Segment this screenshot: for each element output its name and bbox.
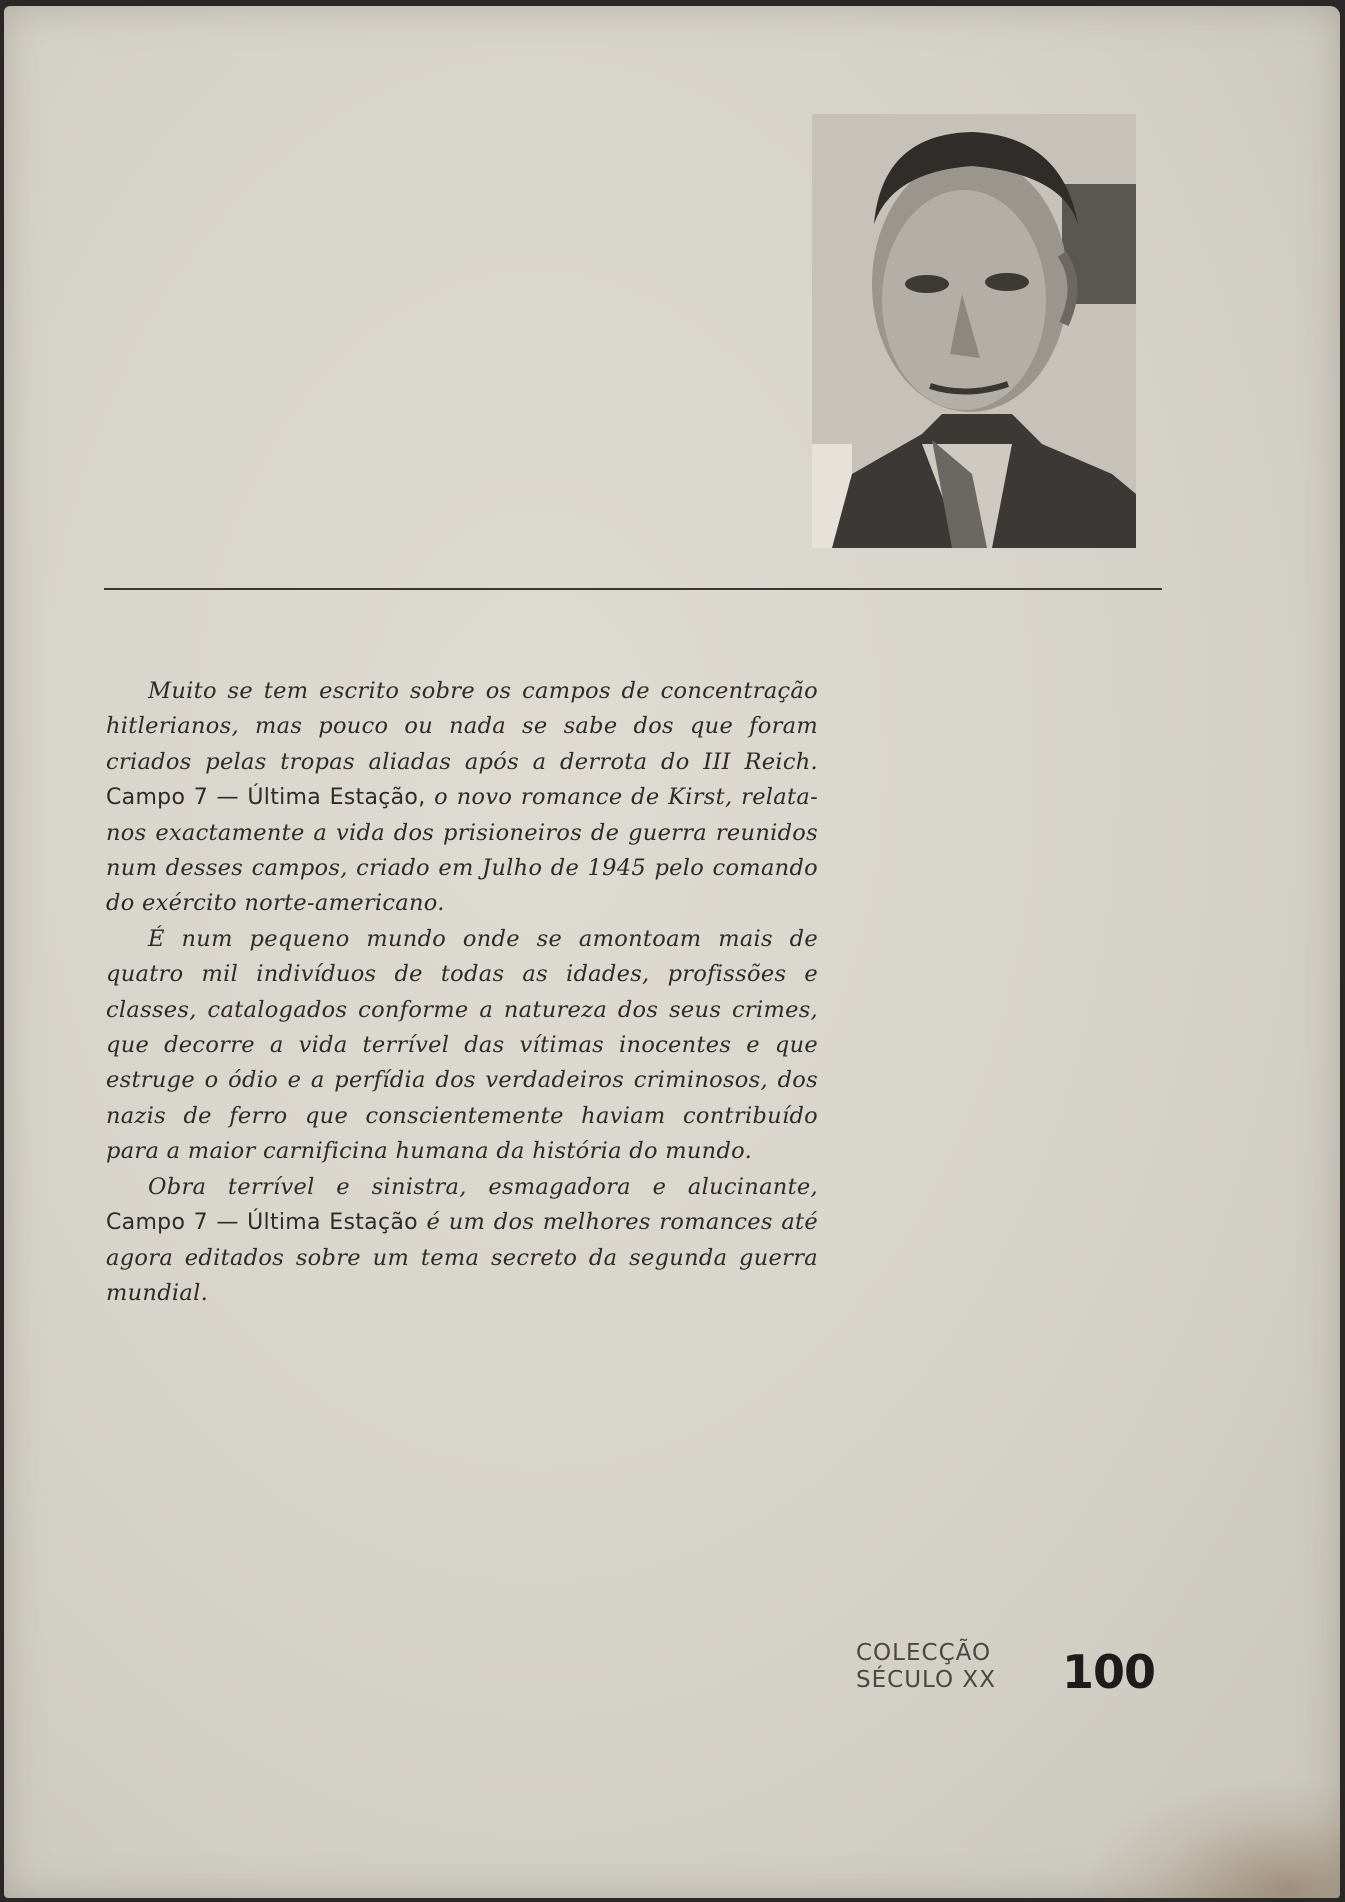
synopsis-paragraph: Muito se tem escrito sobre os campos de concentração hitlerianos, mas pouco ou nada se sabe dos que foram criados pelas tropas aliadas após a derrota do III Reich. Campo 7 — Última Estação, o novo romance de Kirst, relata-nos exactamente a vida dos prisioneiros de guerra reunidos num desses campos, criado em Julho de 1945 pelo comando do exército norte-americano. xyxy=(106,678,818,917)
synopsis-paragraph: É num pequeno mundo onde se amontoam mais de quatro mil indivíduos de todas as idades, profissões e classes, catalogados conforme a natureza dos seus crimes, que decorre a vida terrível das vítimas inocentes e que estruge o ódio e a perfídia dos verdadeiros criminosos, dos nazis de ferro que conscientemente haviam contribuído para a maior carnificina humana da história do mundo. xyxy=(106,925,818,1165)
book-title-mention: Campo 7 — Última Estação xyxy=(106,1210,418,1236)
paper-stain xyxy=(1080,1778,1340,1898)
author-portrait xyxy=(812,114,1136,548)
author-portrait-image xyxy=(812,114,1136,548)
horizontal-divider xyxy=(104,588,1162,590)
book-synopsis xyxy=(106,674,818,1311)
book-back-cover xyxy=(4,6,1340,1898)
series-name xyxy=(856,1640,996,1694)
synopsis-paragraph: Obra terrível e sinistra, esmagadora e alucinante, Campo 7 — Última Estação é um dos melhores romances até agora editados sobre um tema secreto da segunda guerra mundial. xyxy=(106,1173,818,1306)
series-name-line: SÉCULO XX xyxy=(856,1667,996,1693)
book-title-mention: Campo 7 — Última Estação, xyxy=(106,785,426,811)
series-name-line: COLECÇÃO xyxy=(856,1640,992,1666)
series-number: 100 xyxy=(1062,1645,1156,1699)
